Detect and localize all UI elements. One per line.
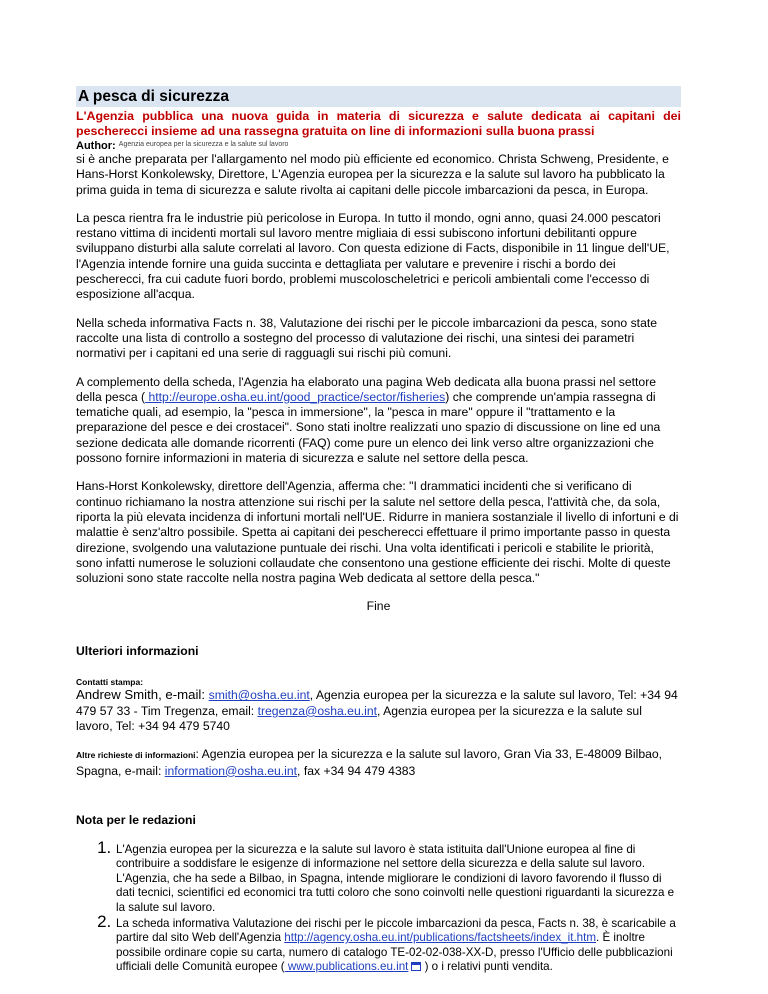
- press-contacts-label: Contatti stampa:: [76, 677, 144, 688]
- fisheries-good-practice-link[interactable]: http://europe.osha.eu.int/good_practice/sector/fisheries: [145, 389, 446, 404]
- other-text-2: , fax +34 94 479 4383: [297, 763, 416, 778]
- paragraph-4-pre: A complemento della scheda, l'Agenzia ha elaborato una pagina Web dedicata alla buona prassi nel settore della pesca (: [76, 374, 657, 404]
- article-subtitle: L'Agenzia pubblica una nuova guida in materia di sicurezza e salute dedicata ai capitani dei pescherecci insieme ad una rassegna gratuita on line di informazioni sulla buona prassi: [76, 109, 681, 138]
- paragraph-4-post: ) che comprende un'ampia rassegna di tematiche quali, ad esempio, la "pesca in immersione", la "pesca in mare" oppure il "trattamento e la preparazione del pesce e dei crostacei". Sono stati inoltre realizzati uno spazio di discussione on line ed una sezione dedicata alle domande ricorrenti (FAQ) come pure un elenco dei link verso altre organizzazioni che possono fornire informazioni in materia di sicurezza e salute nel settore della pesca.: [76, 389, 661, 466]
- other-requests: [76, 747, 681, 779]
- factsheet-link[interactable]: http://agency.osha.eu.int/publications/factsheets/index_it.htm: [284, 931, 596, 945]
- notes-heading: Nota per le redazioni: [76, 812, 196, 827]
- information-email-link[interactable]: information@osha.eu.int: [164, 763, 298, 778]
- author-value: Agenzia europea per la sicurezza e la salute sul lavoro: [118, 141, 289, 148]
- article-title: A pesca di sicurezza: [78, 88, 230, 105]
- press-text-3: , Agenzia europea per la sicurezza e la salute sul lavoro, Tel: +34 94 479 5740: [76, 703, 642, 734]
- notes-list: [76, 841, 681, 975]
- publications-link[interactable]: www.publications.eu.int: [284, 960, 409, 974]
- other-text-1: : Agenzia europea per la sicurezza e la salute sul lavoro, Gran Via 33, E-48009 Bilbao, Spagna, e-mail:: [76, 747, 663, 778]
- paragraph-3: Nella scheda informativa Facts n. 38, Valutazione dei rischi per le piccole imbarcazioni da pesca, sono state raccolte una lista di controllo a sostegno del processo di valutazione dei rischi, una sintesi dei parametri normativi per i capitani ed una serie di ragguagli sui rischi più comuni.: [76, 315, 658, 361]
- other-requests-label: Altre richieste di informazioni: [76, 750, 196, 761]
- note-2-mid: . È inoltre possibile ordinare copie su carta, numero di catalogo TE-02-02-038-XX-D, presso l'Ufficio delle pubblicazioni ufficiali delle Comunità europee (: [116, 931, 673, 974]
- press-text-1: Andrew Smith, e-mail:: [76, 687, 209, 703]
- article-title-bar: [76, 86, 681, 107]
- note-2-pre: La scheda informativa Valutazione dei rischi per le piccole imbarcazioni da pesca, Facts n. 38, è scaricabile a partire dal sito Web dell'Agenzia: [116, 916, 676, 945]
- external-window-icon[interactable]: [411, 962, 421, 971]
- paragraph-1: si è anche preparata per l'allargamento nel modo più efficiente ed economico. Christa Schweng, Presidente, e Hans-Horst Konkolewsky, Direttore, L'Agenzia europea per la sicurezza e la salute sul lavoro ha pubblicato la prima guida in tema di sicurezza e salute rivolta ai capitani delle piccole imbarcazioni da pesca, in Europa.: [76, 152, 669, 197]
- author-label: Author:: [76, 140, 116, 152]
- author-line: [76, 139, 681, 152]
- note-item-2: [116, 915, 681, 975]
- press-text-2: , Agenzia europea per la sicurezza e la salute sul lavoro, Tel: +34 94 479 57 33 - Tim Tregenza, email:: [76, 688, 678, 718]
- smith-email-link[interactable]: smith@osha.eu.int: [208, 688, 310, 703]
- paragraph-2: La pesca rientra fra le industrie più pericolose in Europa. In tutto il mondo, ogni anno, quasi 24.000 pescatori restano vittima di incidenti mortali sul lavoro mentre migliaia di essi subiscono infortuni debilitanti oppure sviluppano disturbi alla salute correlati al lavoro. Con questa edizione di Facts, disponibile in 11 lingue dell'UE, l'Agenzia intende fornire una guida succinta e dettagliata per valutare e prevenire i rischi a bordo dei pescherecci, fra cui cadute fuori bordo, problemi muscoloscheletrici e pericoli ambientali come l'eccesso di esposizione all'acqua.: [76, 210, 670, 302]
- more-info-heading: Ulteriori informazioni: [76, 644, 199, 659]
- document-page: [76, 86, 681, 975]
- fine-label: Fine: [366, 599, 391, 614]
- paragraph-5: Hans-Horst Konkolewsky, direttore dell'Agenzia, afferma che: "I drammatici incidenti che si verificano di continuo richiamano la nostra attenzione sui rischi per la salute nel settore della pesca, l'attività che, da sola, riporta la più elevata incidenza di infortuni mortali nell'UE. Ridurre in maniera sostanziale il livello di infortuni e di malattie è senz'altro possibile. Spetta ai capitani dei pescherecci effettuare il primo importante passo in questa direzione, svolgendo una valutazione puntuale dei rischi. Una volta identificati i pericoli e stabilite le priorità, sono infatti numerose le soluzioni collaudate che consentono una gestione efficiente dei rischi. Molte di queste soluzioni sono state raccolte nella nostra pagina Web dedicata al settore della pesca.": [76, 479, 679, 586]
- paragraph-4: [76, 375, 681, 467]
- note-item-1: 1. L'Agenzia europea per la sicurezza e la salute sul lavoro è stata istituita dall'Unione europea al fine di contribuire a soddisfare le esigenze di informazione nel settore della sicurezza e della salute sul lavoro. L'Agenzia, che ha sede a Bilbao, in Spagna, intende migliorare le condizioni di lavoro favorendo il flusso di dati tecnici, scientifici ed economici tra tutti coloro che sono coinvolti nelle questioni riguardanti la sicurezza e la salute sul lavoro.: [116, 841, 681, 915]
- press-contacts: [76, 687, 681, 734]
- note-2-post: ) o i relativi punti vendita.: [421, 960, 553, 974]
- tregenza-email-link[interactable]: tregenza@osha.eu.int: [257, 703, 377, 718]
